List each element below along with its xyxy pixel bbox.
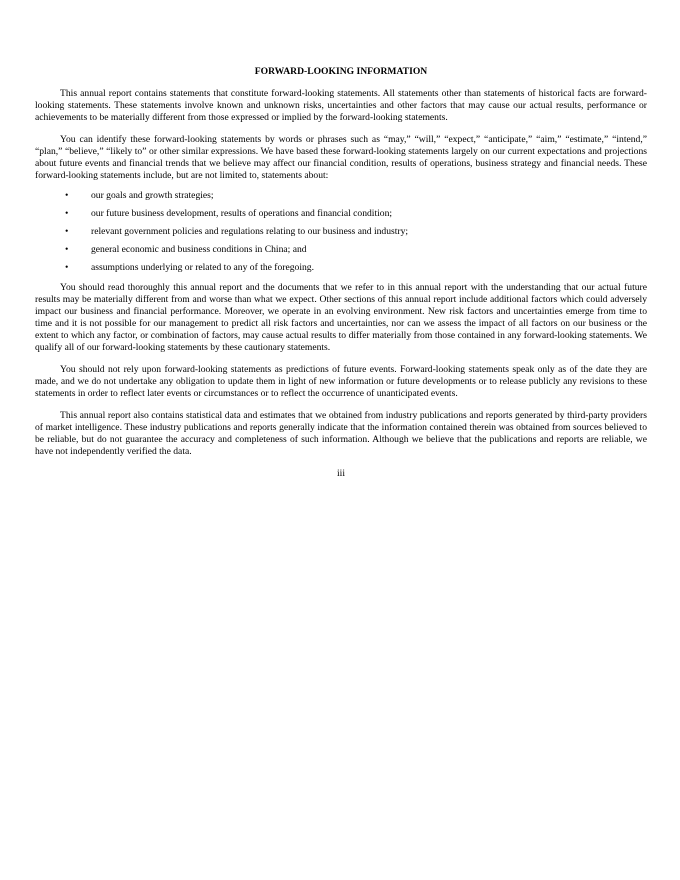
bullet-icon: • xyxy=(65,226,69,237)
list-item xyxy=(35,244,647,256)
list-item xyxy=(35,208,647,220)
list-item xyxy=(35,226,647,238)
list-item-text: our goals and growth strategies; xyxy=(91,190,214,201)
list-item xyxy=(35,262,647,274)
list-item-text: general economic and business conditions in China; and xyxy=(91,244,307,255)
list-item-text: assumptions underlying or related to any of the foregoing. xyxy=(91,262,315,273)
list-item xyxy=(35,190,647,202)
bullet-icon: • xyxy=(65,208,69,219)
bullet-icon: • xyxy=(65,262,69,273)
document-page xyxy=(35,66,647,480)
paragraph-read-thoroughly: You should read thoroughly this annual report and the documents that we refer to in this annual report with the understanding that our actual future results may be materially different from and worse than what we expect. Other sections of this annual report include additional factors which could adversely impact our business and financial performance. Moreover, we operate in an evolving environment. New risk factors and uncertainties emerge from time to time and it is not possible for our management to predict all risk factors and uncertainties, nor can we assess the impact of all factors on our business or the extent to which any factor, or combination of factors, may cause actual results to differ materially from those contained in any forward-looking statements. We qualify all of our forward-looking statements by these cautionary statements. xyxy=(35,282,647,353)
list-item-text: our future business development, results of operations and financial condition; xyxy=(91,208,393,219)
bullet-icon: • xyxy=(65,244,69,255)
paragraph-not-rely: You should not rely upon forward-looking statements as predictions of future events. Forward-looking statements speak only as of the date they are made, and we do not undertake any obligation to update them in light of new information or future developments or to release publicly any revisions to these statements in order to reflect later events or circumstances or to reflect the occurrence of unanticipated events. xyxy=(35,364,647,399)
paragraph-identify: You can identify these forward-looking statements by words or phrases such as “may,” “will,” “expect,” “anticipate,” “aim,” “estimate,” “intend,” “plan,” “believe,” “likely to” or other similar expressions. We have based these forward-looking statements largely on our current expectations and projections about future events and financial trends that we believe may affect our financial condition, results of operations, business strategy and financial needs. These forward-looking statements include, but are not limited to, statements about: xyxy=(35,134,647,181)
section-title: FORWARD-LOOKING INFORMATION xyxy=(254,66,428,77)
page-number: iii xyxy=(337,468,345,479)
paragraph-intro: This annual report contains statements that constitute forward-looking statements. All statements other than statements of historical facts are forward-looking statements. These statements involve known and unknown risks, uncertainties and other factors that may cause our actual results, performance or achievements to be materially different from those expressed or implied by the forward-looking statements. xyxy=(35,88,647,123)
list-item-text: relevant government policies and regulations relating to our business and industry; xyxy=(91,226,409,237)
paragraph-statistical-data: This annual report also contains statistical data and estimates that we obtained from industry publications and reports generated by third-party providers of market intelligence. These industry publications and reports generally indicate that the information contained therein was obtained from sources believed to be reliable, but do not guarantee the accuracy and completeness of such information. Although we believe that the publications and reports are reliable, we have not independently verified the data. xyxy=(35,410,647,457)
bullet-list xyxy=(35,190,647,274)
bullet-icon: • xyxy=(65,190,69,201)
